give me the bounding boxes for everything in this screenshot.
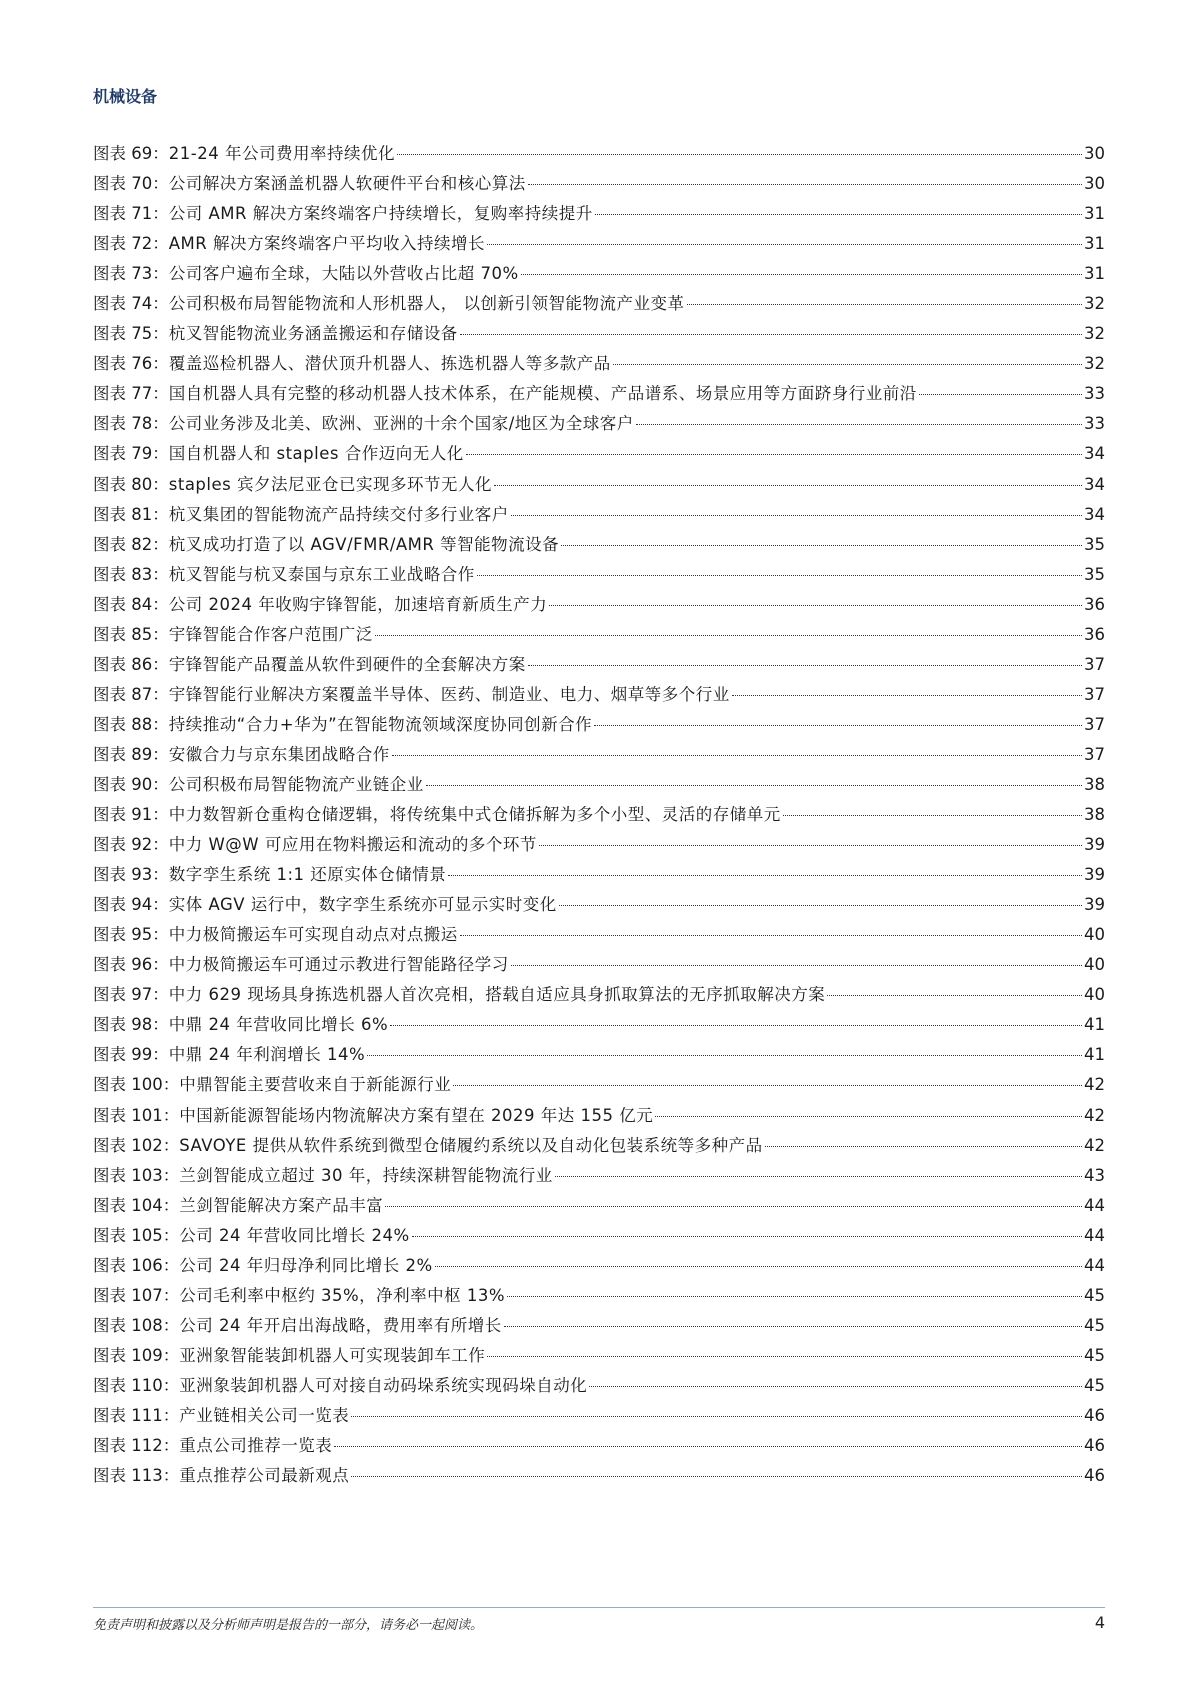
toc-entry-page: 34 [1084,504,1105,524]
toc-entry-title: 中力极简搬运车可通过示教进行智能路径学习 [168,955,509,975]
toc-entry-label: 图表 84： [93,594,169,614]
toc-entry-page: 32 [1084,324,1105,344]
toc-entry-title: staples 宾夕法尼亚仓已实现多环节无人化 [168,474,492,494]
toc-entry[interactable] [93,1040,1105,1070]
toc-entry-page: 45 [1084,1285,1105,1305]
toc-entry-label: 图表 98： [93,1015,169,1035]
toc-entry-title: 重点公司推荐一览表 [179,1436,333,1456]
toc-entry-label: 图表 89： [93,744,169,764]
toc-entry-title: 公司 2024 年收购宇锋智能，加速培育新质生产力 [168,594,548,614]
toc-entry-page: 42 [1084,1135,1105,1155]
toc-entry-title: 重点推荐公司最新观点 [179,1466,350,1486]
toc-entry-label: 图表 82： [93,534,169,554]
header-title: 机械设备 [93,87,158,106]
toc-entry[interactable] [93,1401,1105,1431]
toc-entry-page: 30 [1084,144,1105,163]
toc-entry-label: 图表 109： [93,1345,180,1365]
footer-divider [93,1607,1105,1608]
toc-entry-label: 图表 99： [93,1045,169,1065]
toc-entry-title: 中鼎 24 年利润增长 14% [168,1045,366,1065]
toc-entry[interactable] [93,500,1105,530]
toc-entry-page: 34 [1084,474,1105,494]
toc-entry[interactable] [93,349,1105,379]
toc-dot-leader [511,965,1082,966]
toc-entry-title: 公司毛利率中枢约 35%，净利率中枢 13% [179,1285,506,1305]
toc-entry-page: 35 [1084,534,1105,554]
toc-entry-title: 中国新能源智能场内物流解决方案有望在 2029 年达 155 亿元 [179,1105,654,1125]
toc-dot-leader [351,1476,1082,1477]
toc-entry[interactable] [93,1070,1105,1100]
toc-dot-leader [504,1326,1082,1327]
toc-entry-label: 图表 78： [93,414,169,434]
toc-entry[interactable] [93,1251,1105,1281]
toc-entry-page: 45 [1084,1375,1105,1395]
toc-entry-label: 图表 85： [93,624,169,644]
toc-entry-title: 公司解决方案涵盖机器人软硬件平台和核心算法 [168,174,526,194]
toc-entry[interactable] [93,1131,1105,1161]
toc-entry-label: 图表 69： [93,144,169,163]
toc-entry-label: 图表 71： [93,204,169,224]
toc-entry-title: 中鼎智能主要营收来自于新能源行业 [179,1075,452,1095]
toc-dot-leader [351,1416,1082,1417]
toc-entry-label: 图表 73： [93,264,169,284]
toc-dot-leader [783,815,1082,816]
toc-dot-leader [507,1296,1082,1297]
toc-entry-label: 图表 87： [93,684,169,704]
toc-dot-leader [613,364,1082,365]
toc-dot-leader [561,545,1082,546]
toc-entry-title: 公司 24 年营收同比增长 24% [179,1225,410,1245]
toc-dot-leader [390,1025,1082,1026]
toc-entry-page: 38 [1084,774,1105,794]
toc-entry-title: 公司 24 年归母净利同比增长 2% [179,1255,433,1275]
toc-entry-page: 45 [1084,1315,1105,1335]
toc-entry-label: 图表 108： [93,1315,180,1335]
toc-dot-leader [453,1085,1082,1086]
toc-entry-page: 45 [1084,1345,1105,1365]
toc-entry-title: 持续推动“合力+华为”在智能物流领域深度协同创新合作 [168,714,593,734]
toc-entry-label: 图表 110： [93,1375,180,1395]
toc-entry-title: 宇锋智能行业解决方案覆盖半导体、医药、制造业、电力、烟草等多个行业 [168,684,730,704]
toc-dot-leader [385,1206,1082,1207]
toc-entry-page: 42 [1084,1105,1105,1125]
toc-entry-page: 40 [1084,955,1105,975]
toc-dot-leader [487,1356,1082,1357]
toc-dot-leader [435,1266,1082,1267]
toc-entry[interactable] [93,1281,1105,1311]
toc-entry-label: 图表 93： [93,865,169,885]
toc-entry[interactable] [93,229,1105,259]
toc-dot-leader [426,785,1082,786]
toc-entry[interactable] [93,289,1105,319]
toc-dot-leader [636,424,1082,425]
toc-entry[interactable] [93,650,1105,680]
toc-entry-page: 37 [1084,684,1105,704]
toc-dot-leader [392,755,1082,756]
toc-entry-label: 图表 97： [93,985,169,1005]
toc-entry-label: 图表 101： [93,1105,180,1125]
toc-entry[interactable] [93,1221,1105,1251]
toc-entry-label: 图表 111： [93,1405,180,1425]
toc-dot-leader [655,1116,1082,1117]
toc-entry-title: AMR 解决方案终端客户平均收入持续增长 [168,234,485,254]
toc-entry-title: 中力 W@W 可应用在物料搬运和流动的多个环节 [168,835,537,855]
toc-entry-page: 36 [1084,594,1105,614]
toc-entry-page: 38 [1084,805,1105,825]
toc-dot-leader [334,1446,1082,1447]
toc-entry[interactable] [93,1311,1105,1341]
toc-entry-page: 41 [1084,1015,1105,1035]
toc-entry[interactable] [93,259,1105,289]
toc-entry[interactable] [93,710,1105,740]
toc-entry-title: 公司客户遍布全球，大陆以外营收占比超 70% [168,264,519,284]
toc-entry-title: 覆盖巡检机器人、潜伏顶升机器人、拣选机器人等多款产品 [168,354,611,374]
toc-entry[interactable] [93,530,1105,560]
toc-entry-page: 33 [1084,384,1105,404]
toc-dot-leader [521,274,1082,275]
toc-entry[interactable] [93,800,1105,830]
toc-entry-label: 图表 107： [93,1285,180,1305]
toc-dot-leader [732,695,1082,696]
toc-entry-title: 杭叉智能与杭叉泰国与京东工业战略合作 [168,564,475,584]
toc-entry-label: 图表 96： [93,955,169,975]
toc-entry-label: 图表 70： [93,174,169,194]
toc-entry-title: 公司业务涉及北美、欧洲、亚洲的十余个国家/地区为全球客户 [168,414,634,434]
toc-entry-title: SAVOYE 提供从软件系统到微型仓储履约系统以及自动化包装系统等多种产品 [179,1135,763,1155]
toc-entry-page: 32 [1084,294,1105,314]
toc-entry-title: 宇锋智能产品覆盖从软件到硬件的全套解决方案 [168,654,526,674]
toc-entry-page: 31 [1084,204,1105,224]
toc-dot-leader [466,454,1082,455]
toc-entry-title: 杭叉集团的智能物流产品持续交付多行业客户 [168,504,509,524]
toc-entry-label: 图表 105： [93,1225,180,1245]
toc-dot-leader [494,485,1082,486]
toc-entry-page: 32 [1084,354,1105,374]
toc-entry[interactable] [93,1341,1105,1371]
toc-entry[interactable] [93,680,1105,710]
toc-dot-leader [375,635,1082,636]
toc-entry-title: 公司 AMR 解决方案终端客户持续增长，复购率持续提升 [168,204,593,224]
toc-entry-page: 39 [1084,865,1105,885]
toc-entry-title: 兰剑智能解决方案产品丰富 [179,1195,384,1215]
toc-entry[interactable] [93,199,1105,229]
toc-entry-title: 数字孪生系统 1:1 还原实体仓储情景 [168,865,447,885]
toc-entry-label: 图表 90： [93,774,169,794]
toc-entry[interactable] [93,590,1105,620]
toc-entry-title: 亚洲象装卸机器人可对接自动码垛系统实现码垛自动化 [179,1375,588,1395]
toc-entry[interactable] [93,1161,1105,1191]
toc-entry-page: 36 [1084,624,1105,644]
toc-entry-title: 产业链相关公司一览表 [179,1405,350,1425]
toc-entry[interactable] [93,890,1105,920]
toc-entry-title: 实体 AGV 运行中，数字孪生系统亦可显示实时变化 [168,895,557,915]
toc-entry[interactable] [93,379,1105,409]
toc-entry-label: 图表 94： [93,895,169,915]
toc-dot-leader [448,875,1082,876]
toc-entry-page: 31 [1084,264,1105,284]
toc-entry[interactable] [93,920,1105,950]
footer-disclaimer: 免责声明和披露以及分析师声明是报告的一部分，请务必一起阅读。 [93,1618,484,1633]
toc-entry-page: 40 [1084,985,1105,1005]
toc-entry-label: 图表 79： [93,444,169,464]
page-number: 4 [1094,1613,1105,1632]
toc-entry-label: 图表 106： [93,1255,180,1275]
toc-entry-page: 40 [1084,925,1105,945]
toc-entry-label: 图表 104： [93,1195,180,1215]
toc-entry[interactable] [93,740,1105,770]
toc-entry-title: 杭叉智能物流业务涵盖搬运和存储设备 [168,324,458,344]
toc-entry-title: 公司积极布局智能物流和人形机器人， 以创新引领智能物流产业变革 [168,294,685,314]
toc-entry[interactable] [93,1010,1105,1040]
toc-entry[interactable] [93,1431,1105,1461]
toc-entry-label: 图表 83： [93,564,169,584]
toc-entry-page: 37 [1084,654,1105,674]
toc-entry[interactable] [93,980,1105,1010]
toc-entry-title: 21-24 年公司费用率持续优化 [168,144,395,163]
toc-dot-leader [528,184,1082,185]
toc-dot-leader [412,1236,1082,1237]
toc-entry[interactable] [93,770,1105,800]
toc-entry-label: 图表 92： [93,835,169,855]
toc-dot-leader [919,394,1082,395]
toc-entry-title: 公司积极布局智能物流产业链企业 [168,774,424,794]
toc-entry-page: 31 [1084,234,1105,254]
toc-entry-page: 33 [1084,414,1105,434]
toc-entry-page: 42 [1084,1075,1105,1095]
toc-entry[interactable] [93,1191,1105,1221]
toc-entry[interactable] [93,860,1105,890]
toc-entry-label: 图表 103： [93,1165,180,1185]
toc-entry-label: 图表 80： [93,474,169,494]
toc-entry-label: 图表 72： [93,234,169,254]
toc-entry-page: 41 [1084,1045,1105,1065]
toc-entry[interactable] [93,409,1105,439]
toc-entry[interactable] [93,439,1105,469]
toc-entry[interactable] [93,830,1105,860]
toc-dot-leader [460,935,1082,936]
toc-dot-leader [397,154,1082,155]
toc-entry[interactable] [93,319,1105,349]
toc-entry-title: 中力极简搬运车可实现自动点对点搬运 [168,925,458,945]
toc-entry-title: 中力数智新仓重构仓储逻辑，将传统集中式仓储拆解为多个小型、灵活的存储单元 [168,805,781,825]
toc-entry-title: 兰剑智能成立超过 30 年，持续深耕智能物流行业 [179,1165,553,1185]
toc-entry-title: 国自机器人和 staples 合作迈向无人化 [168,444,464,464]
table-of-figures [93,139,1105,1491]
toc-entry-title: 国自机器人具有完整的移动机器人技术体系，在产能规模、产品谱系、场景应用等方面跻身行业前沿 [168,384,917,404]
toc-dot-leader [487,244,1082,245]
toc-entry[interactable] [93,169,1105,199]
toc-entry-title: 杭叉成功打造了以 AGV/FMR/AMR 等智能物流设备 [168,534,560,554]
toc-entry-page: 46 [1084,1405,1105,1425]
toc-entry-page: 43 [1084,1165,1105,1185]
toc-dot-leader [555,1176,1082,1177]
toc-entry-page: 44 [1084,1195,1105,1215]
toc-entry-page: 44 [1084,1225,1105,1245]
toc-dot-leader [539,845,1082,846]
toc-entry-page: 37 [1084,714,1105,734]
toc-entry[interactable] [93,1101,1105,1131]
toc-entry-title: 公司 24 年开启出海战略，费用率有所增长 [179,1315,502,1335]
toc-entry-title: 中鼎 24 年营收同比增长 6% [168,1015,389,1035]
toc-entry-page: 46 [1084,1436,1105,1456]
toc-entry-label: 图表 81： [93,504,169,524]
toc-entry-title: 安徽合力与京东集团战略合作 [168,744,390,764]
toc-dot-leader [589,1386,1082,1387]
toc-entry-label: 图表 75： [93,324,169,344]
toc-entry[interactable] [93,560,1105,590]
toc-dot-leader [511,515,1082,516]
toc-entry-label: 图表 95： [93,925,169,945]
toc-entry-page: 44 [1084,1255,1105,1275]
toc-entry-page: 39 [1084,835,1105,855]
toc-entry-label: 图表 102： [93,1135,180,1155]
toc-entry-label: 图表 91： [93,805,169,825]
toc-entry-label: 图表 77： [93,384,169,404]
toc-entry-label: 图表 112： [93,1436,180,1456]
toc-dot-leader [460,334,1082,335]
toc-entry-label: 图表 74： [93,294,169,314]
toc-entry-page: 39 [1084,895,1105,915]
toc-entry[interactable] [93,950,1105,980]
toc-entry[interactable] [93,1461,1105,1491]
toc-dot-leader [595,214,1082,215]
toc-entry-label: 图表 100： [93,1075,180,1095]
toc-entry-title: 宇锋智能合作客户范围广泛 [168,624,373,644]
toc-entry-page: 30 [1084,174,1105,194]
toc-entry-page: 34 [1084,444,1105,464]
toc-dot-leader [477,575,1082,576]
toc-entry-page: 46 [1084,1466,1105,1486]
toc-entry[interactable] [93,620,1105,650]
toc-entry[interactable] [93,470,1105,500]
toc-entry-page: 35 [1084,564,1105,584]
toc-entry-label: 图表 76： [93,354,169,374]
toc-entry-label: 图表 88： [93,714,169,734]
toc-dot-leader [559,905,1082,906]
toc-entry-title: 中力 629 现场具身拣选机器人首次亮相，搭载自适应具身抓取算法的无序抓取解决方案 [168,985,826,1005]
toc-dot-leader [367,1055,1082,1056]
toc-dot-leader [549,605,1082,606]
toc-entry-title: 亚洲象智能装卸机器人可实现装卸车工作 [179,1345,486,1365]
toc-entry-page: 37 [1084,744,1105,764]
toc-dot-leader [594,725,1082,726]
toc-dot-leader [687,304,1083,305]
toc-dot-leader [827,995,1082,996]
toc-dot-leader [765,1146,1082,1147]
toc-dot-leader [528,665,1082,666]
toc-entry-label: 图表 86： [93,654,169,674]
toc-entry[interactable] [93,139,1105,169]
toc-entry[interactable] [93,1371,1105,1401]
toc-entry-label: 图表 113： [93,1466,180,1486]
